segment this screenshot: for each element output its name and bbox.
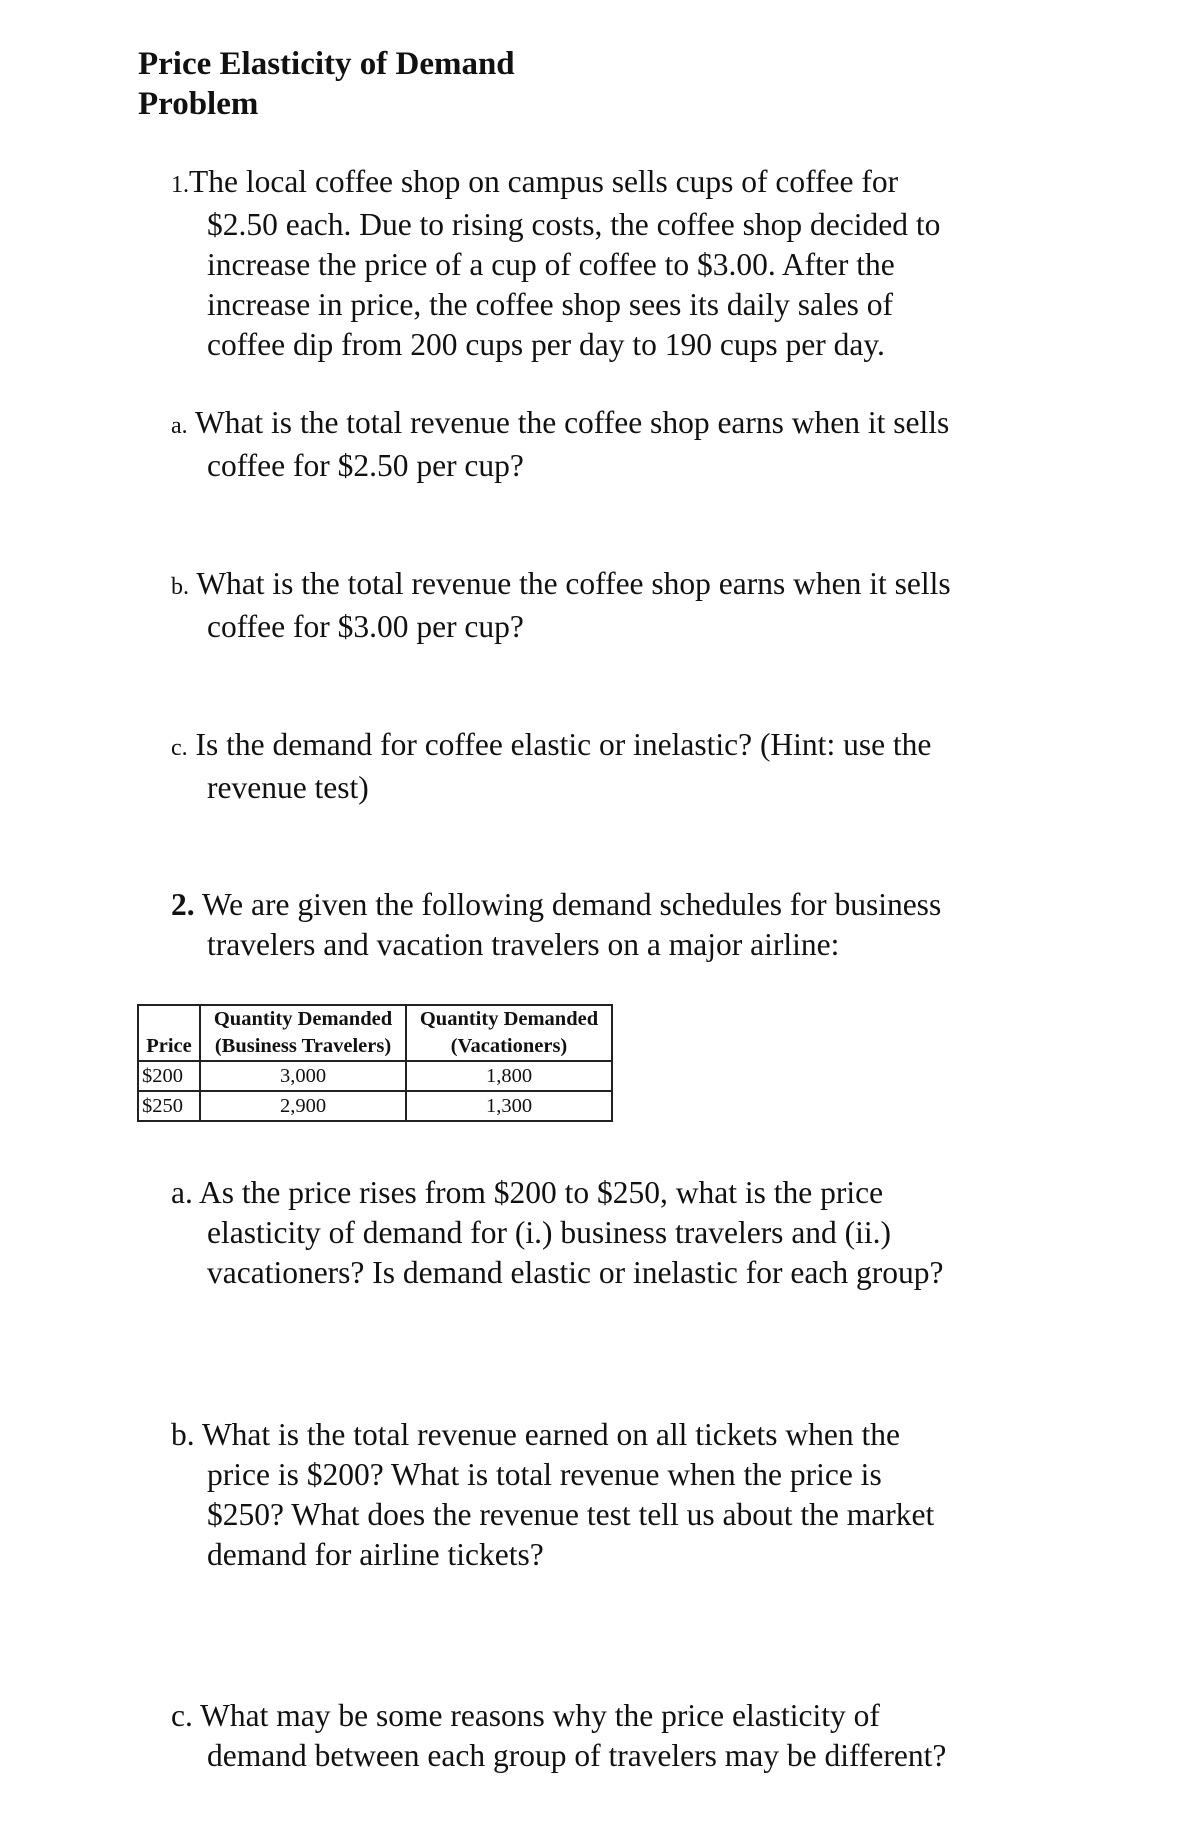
question-1c-label: c. — [171, 735, 188, 761]
question-1a — [171, 403, 1051, 486]
question-1a-line-1: What is the total revenue the coffee shop earns when it sells — [194, 405, 950, 440]
table-row — [138, 1061, 612, 1091]
question-2a — [171, 1173, 1051, 1293]
question-2c — [171, 1696, 1051, 1776]
question-2b-line-2: price is $200? What is total revenue when the price is — [207, 1457, 882, 1492]
question-2b-label: b. — [171, 1417, 195, 1452]
table-cell-price: $200 — [138, 1061, 200, 1091]
question-2a-line-3: vacationers? Is demand elastic or inelastic for each group? — [207, 1255, 944, 1290]
table-cell-vacationers: 1,800 — [406, 1061, 612, 1091]
question-2b-line-1: What is the total revenue earned on all tickets when the — [201, 1417, 900, 1452]
question-1b — [171, 564, 1051, 647]
question-1 — [171, 162, 1051, 365]
question-1-line-5: coffee dip from 200 cups per day to 190 cups per day. — [207, 327, 885, 362]
question-2b-line-4: demand for airline tickets? — [207, 1537, 544, 1572]
page-title — [138, 44, 515, 124]
question-2-number: 2. — [171, 887, 195, 922]
question-2b — [171, 1415, 1051, 1575]
question-1-line-1: The local coffee shop on campus sells cups of coffee for — [189, 164, 899, 199]
question-1a-line-2: coffee for $2.50 per cup? — [207, 448, 524, 483]
title-line-2: Problem — [138, 86, 259, 122]
question-1b-label: b. — [171, 574, 189, 600]
question-2 — [171, 885, 1051, 965]
question-1b-line-2: coffee for $3.00 per cup? — [207, 609, 524, 644]
question-1a-label: a. — [171, 413, 188, 439]
question-1c-line-2: revenue test) — [207, 770, 369, 805]
header-price: Price — [138, 1005, 200, 1061]
question-2c-line-1: What may be some reasons why the price elasticity of — [200, 1698, 880, 1733]
question-2c-label: c. — [171, 1698, 193, 1733]
table-cell-business: 3,000 — [200, 1061, 406, 1091]
question-1-line-4: increase in price, the coffee shop sees its daily sales of — [207, 287, 894, 322]
question-2c-line-2: demand between each group of travelers may be different? — [207, 1738, 947, 1773]
table-cell-business: 2,900 — [200, 1091, 406, 1121]
question-1-line-2: $2.50 each. Due to rising costs, the coffee shop decided to — [207, 207, 941, 242]
question-2b-line-3: $250? What does the revenue test tell us about the market — [207, 1497, 935, 1532]
question-1-line-3: increase the price of a cup of coffee to $3.00. After the — [207, 247, 895, 282]
question-1-number: 1. — [171, 172, 189, 198]
question-1c — [171, 725, 1051, 808]
table-cell-price: $250 — [138, 1091, 200, 1121]
question-1b-line-1: What is the total revenue the coffee shop earns when it sells — [196, 566, 951, 601]
question-1c-line-1: Is the demand for coffee elastic or inelastic? (Hint: use the — [195, 727, 932, 762]
question-2-line-2: travelers and vacation travelers on a major airline: — [207, 927, 840, 962]
table-row — [138, 1091, 612, 1121]
header-business-travelers: Quantity Demanded (Business Travelers) — [200, 1005, 406, 1061]
header-vacationers: Quantity Demanded (Vacationers) — [406, 1005, 612, 1061]
question-2a-line-1: As the price rises from $200 to $250, what is the price — [199, 1175, 884, 1210]
table-header-row — [138, 1005, 612, 1061]
demand-schedule-table — [137, 1004, 613, 1122]
question-2a-label: a. — [171, 1175, 193, 1210]
title-line-1: Price Elasticity of Demand — [138, 46, 515, 82]
table-cell-vacationers: 1,300 — [406, 1091, 612, 1121]
question-2-line-1: We are given the following demand schedules for business — [201, 887, 942, 922]
question-2a-line-2: elasticity of demand for (i.) business travelers and (ii.) — [207, 1215, 892, 1250]
